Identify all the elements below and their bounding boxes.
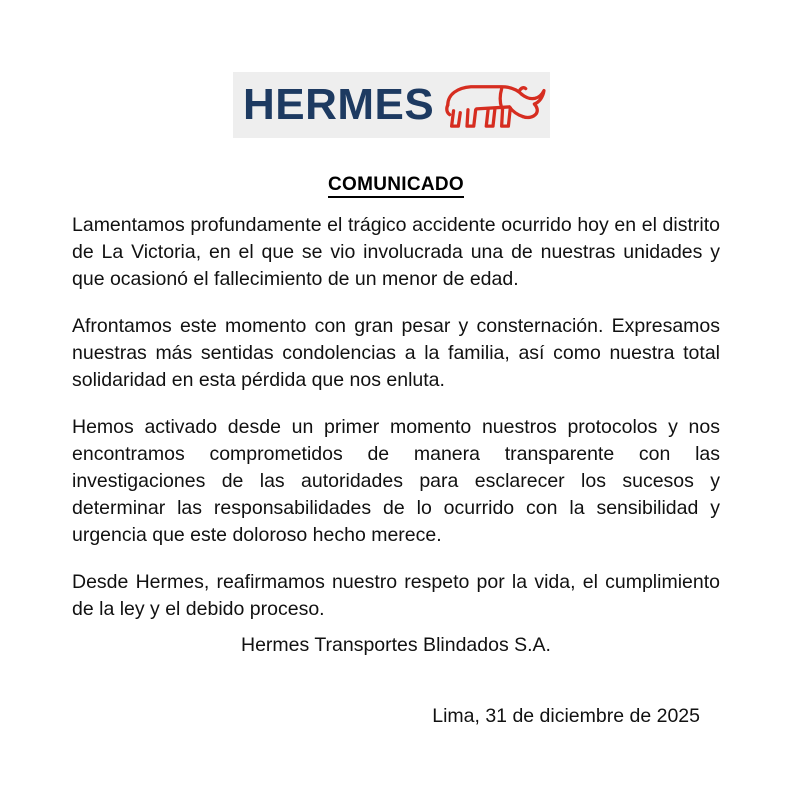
paragraph: Hemos activado desde un primer momento nuestros protocolos y nos encontramos comprometidos de manera transparente con las investigaciones de las autoridades para esclarecer los sucesos y determinar las responsabilidades de lo ocurrido con la sensibilidad y urgencia que este doloroso hecho merece. [72,416,720,546]
paragraph: Afrontamos este momento con gran pesar y consternación. Expresamos nuestras más sentidas condolencias a la familia, así como nuestra total solidaridad en esta pérdida que nos enluta. [72,315,720,391]
paragraph: Desde Hermes, reafirmamos nuestro respeto por la vida, el cumplimiento de la ley y el debido proceso. [72,571,720,620]
page-title-text: COMUNICADO [328,174,464,198]
signature-line: Hermes Transportes Blindados S.A. [241,634,551,656]
document-body [72,212,720,623]
paragraph: Lamentamos profundamente el trágico accidente ocurrido hoy en el distrito de La Victoria, en el que se vio involucrada una de nuestras unidades y que ocasionó el fallecimiento de un menor de edad. [72,214,720,290]
company-logo [233,72,550,138]
date-line: Lima, 31 de diciembre de 2025 [432,705,700,727]
page-title [0,174,792,196]
rhinoceros-icon [442,77,550,133]
logo-wordmark: HERMES [243,80,435,129]
